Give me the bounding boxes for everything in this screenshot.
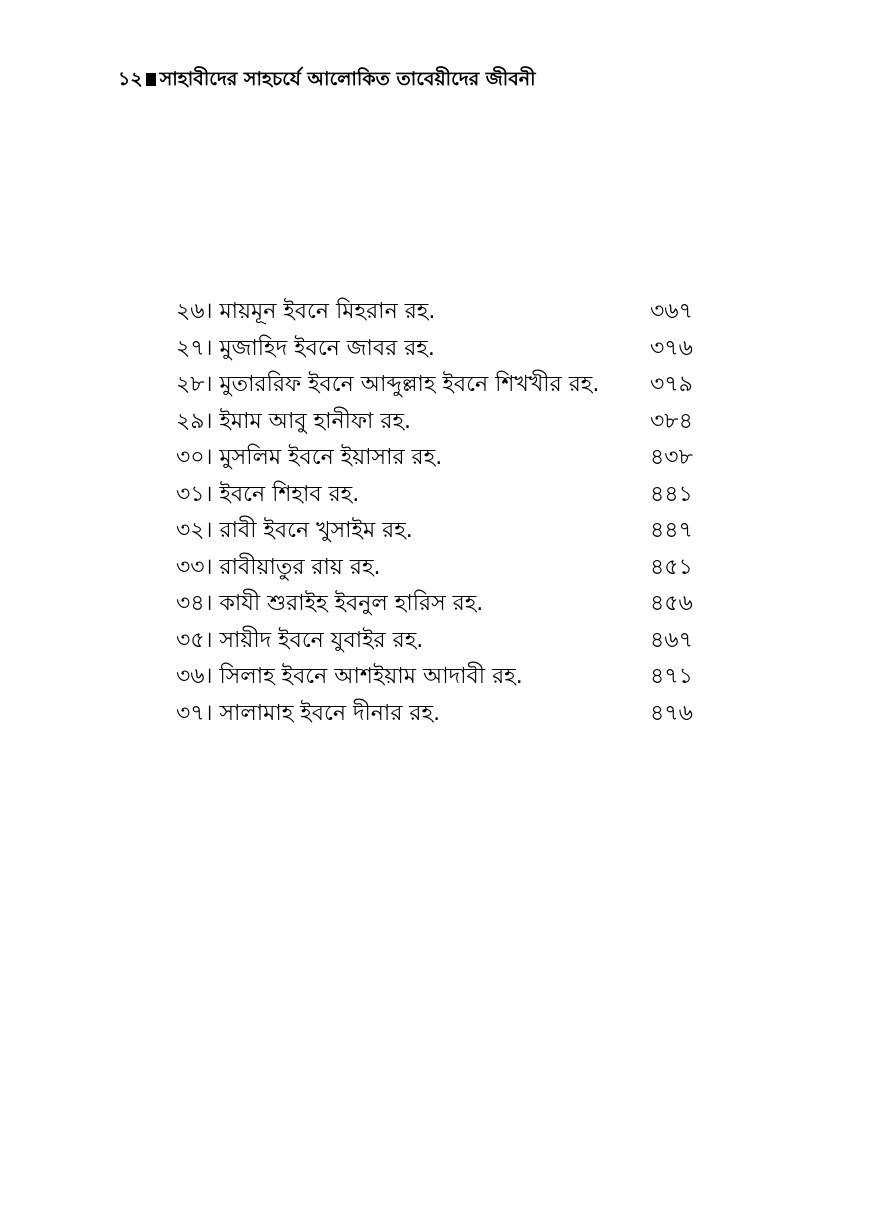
toc-entry-page: ৪৩৮: [650, 445, 693, 470]
toc-entry-title: ৩০। মুসলিম ইবনে ইয়াসার রহ.: [176, 445, 443, 470]
toc-entry-title: ৩৬। সিলাহ ইবনে আশইয়াম আদাবী রহ.: [176, 664, 523, 689]
toc-entry: [176, 696, 696, 733]
toc-entry-page: ৩৮৪: [650, 408, 693, 434]
running-header: [118, 66, 536, 92]
toc-entry-page: ৪৪৭: [650, 518, 693, 543]
table-of-contents: [176, 294, 696, 732]
toc-entry-page: ৪৫৬: [650, 591, 693, 616]
toc-entry-page: ৩৬৭: [650, 299, 693, 324]
separator-square-icon: [146, 73, 156, 86]
toc-entry-title: ২৭। মুজাহিদ ইবনে জাবর রহ.: [176, 335, 435, 361]
toc-entry-page: ৩৭৬: [650, 335, 693, 361]
toc-entry: [176, 367, 696, 404]
toc-entry-title: ৩১। ইবনে শিহাব রহ.: [176, 481, 360, 507]
toc-entry-title: ২৮। মুতাররিফ ইবনে আব্দুল্লাহ ইবনে শিখখীর রহ.: [176, 372, 600, 397]
toc-entry: [176, 440, 696, 477]
toc-entry: [176, 404, 696, 441]
toc-entry: [176, 477, 696, 514]
toc-entry-page: ৪৬৭: [650, 627, 693, 653]
toc-entry: [176, 586, 696, 623]
toc-entry: [176, 623, 696, 660]
toc-entry-page: ৩৭৯: [650, 372, 693, 397]
toc-entry-page: ৪৫১: [650, 554, 693, 580]
toc-entry-page: ৪৪১: [650, 481, 693, 507]
toc-entry-title: ২৬। মায়মূন ইবনে মিহরান রহ.: [176, 299, 436, 324]
toc-entry-title: ২৯। ইমাম আবু হানীফা রহ.: [176, 408, 412, 434]
toc-entry-title: ৩২। রাবী ইবনে খুসাইম রহ.: [176, 518, 413, 543]
toc-entry: [176, 659, 696, 696]
toc-entry-page: ৪৭৬: [650, 700, 693, 726]
page-number: ১২: [118, 68, 143, 90]
book-title: সাহাবীদের সাহচর্যে আলোকিত তাবেয়ীদের জীবনী: [159, 68, 536, 90]
toc-entry: [176, 294, 696, 331]
toc-entry-page: ৪৭১: [650, 664, 693, 689]
toc-entry: [176, 513, 696, 550]
toc-entry-title: ৩৩। রাবীয়াতুর রায় রহ.: [176, 554, 381, 580]
toc-entry-title: ৩৭। সালামাহ ইবনে দীনার রহ.: [176, 700, 441, 726]
toc-entry: [176, 550, 696, 587]
toc-entry-title: ৩৫। সায়ীদ ইবনে যুবাইর রহ.: [176, 627, 424, 653]
toc-entry-title: ৩৪। কাযী শুরাইহ ইবনুল হারিস রহ.: [176, 591, 484, 616]
toc-entry: [176, 331, 696, 368]
